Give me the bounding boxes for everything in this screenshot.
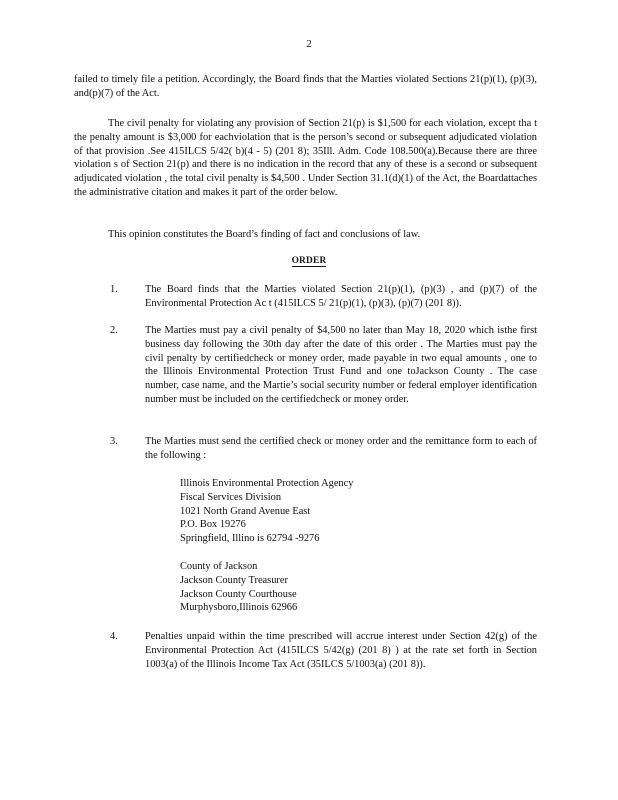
address-line: Springfield, Illino is 62794 -9276 — [180, 533, 320, 545]
address-block-iepa — [180, 477, 440, 546]
address-line: Jackson County Treasurer — [180, 574, 288, 586]
order-item-number: 1. — [110, 284, 118, 295]
paragraph-opinion-statement: This opinion constitutes the Board’s finding of fact and conclusions of law. — [108, 229, 421, 240]
order-item-text: The Marties must send the certified check or money order and the remittance form to each of the following : — [145, 436, 537, 461]
paragraph-failed-to-file: failed to timely file a petition. Accordingly, the Board finds that the Marties violated Sections 21(p)(1), (p)(3), and(p)(7) of the Act. — [74, 74, 537, 99]
address-line: P.O. Box 19276 — [180, 519, 246, 531]
address-line: Jackson County Courthouse — [180, 588, 297, 600]
order-item-text: The Board finds that the Marties violated Section 21(p)(1), (p)(3) , and (p)(7) of the Environmental Protection Ac t (415ILCS 5/ 21(p)(1), (p)(3), (p)(7) (201 8)). — [145, 284, 537, 309]
order-heading-text: ORDER — [291, 256, 327, 266]
address-line: Illinois Environmental Protection Agency — [180, 478, 354, 489]
page-number: 2 — [306, 38, 312, 50]
address-line: County of Jackson — [180, 561, 258, 572]
paragraph-civil-penalty: The civil penalty for violating any provision of Section 21(p) is $1,500 for each violation, except tha t the penalty amount is $3,000 for eachviolation that is the person’s second or subsequent adjudicated violation of that provision .See 415ILCS 5/42( b)(4 - 5) (201 8); 35Ill. Adm. Code 108.500(a).Because there are three violation s of Section 21(p) and there is no indication in the record that any of these is a second or subsequent adjudicated violation , the total civil penalty is $4,500 . Under Section 31.1(d)(1) of the Act, the Boardattaches the administrative citation and makes it part of the order below. — [74, 118, 537, 198]
address-line: Murphysboro,Illinois 62966 — [180, 602, 298, 614]
order-item-text: The Marties must pay a civil penalty of $4,500 no later than May 18, 2020 which isthe first business day following the 30th day after the date of this order . The Marties must pay the civil penalty by certifiedcheck or money order, made payable in two equal amounts , one to the Illinois Environmental Protection Trust Fund and one toJackson County . The case number, case name, and the Martie’s social security number or federal employer identification number must be included on the certifiedcheck or money order. — [145, 325, 537, 405]
order-item-text: Penalties unpaid within the time prescribed will accrue interest under Section 42(g) of the Environmental Protection Act (415ILCS 5/42(g) (201 8) ) at the rate set forth in Section 1003(a) of the Illinois Income Tax Act (35ILCS 5/1003(a) (201 8)). — [145, 631, 537, 670]
address-line: Fiscal Services Division — [180, 491, 282, 503]
order-item-number: 2. — [110, 325, 118, 336]
order-item-number: 3. — [110, 436, 118, 447]
address-block-jackson-county — [180, 560, 440, 615]
order-item-number: 4. — [110, 631, 118, 642]
order-heading — [0, 255, 618, 269]
address-line: 1021 North Grand Avenue East — [180, 505, 311, 517]
